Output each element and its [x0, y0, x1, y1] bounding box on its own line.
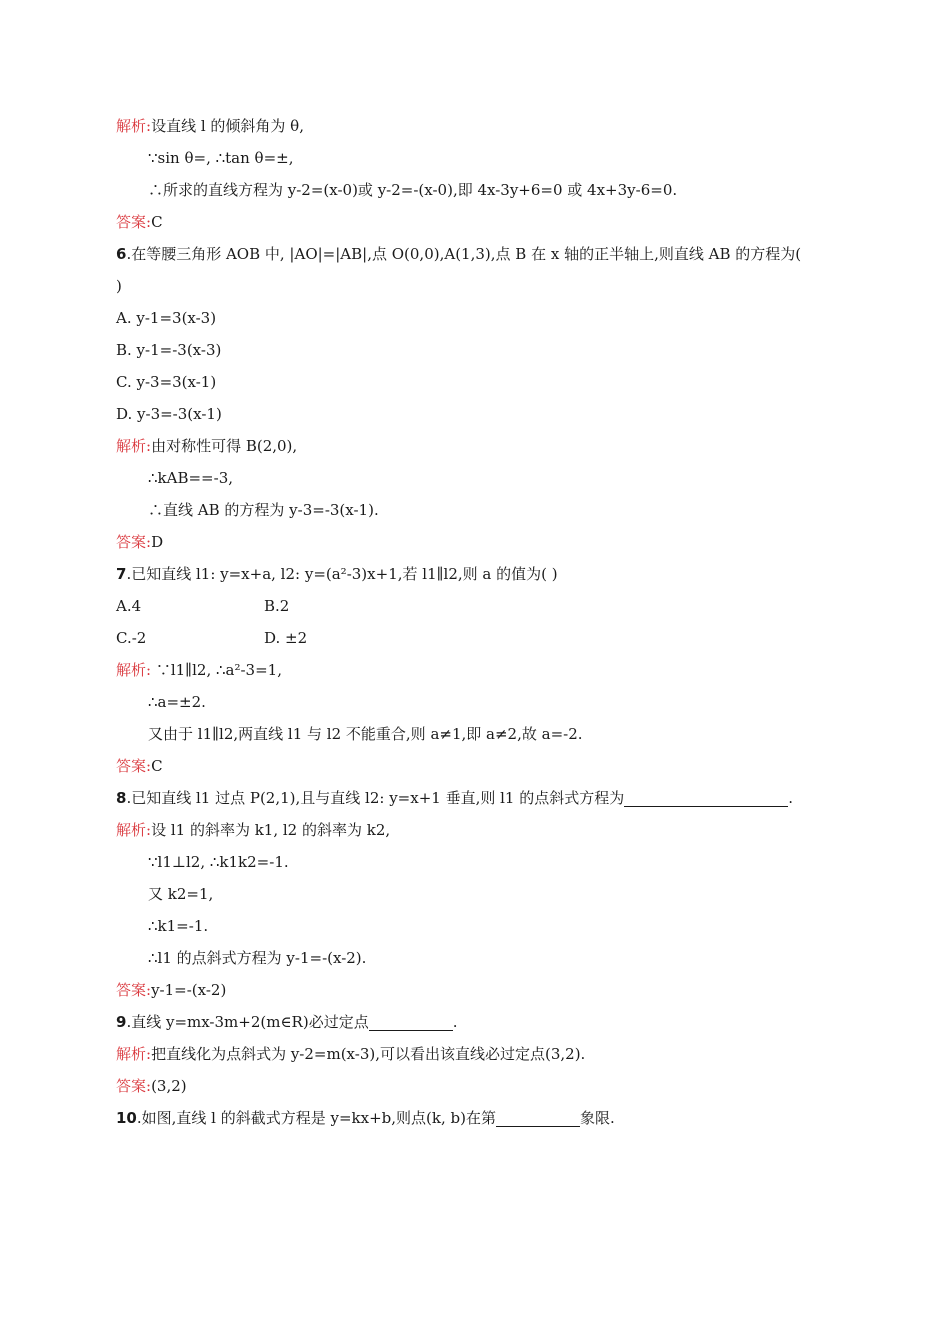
analysis-line — [148, 144, 293, 172]
analysis-label: 解析: — [116, 437, 152, 455]
question-7 — [116, 560, 558, 588]
option-d — [116, 400, 222, 428]
answer-line — [116, 752, 163, 780]
question-text: .已知直线 l1 过点 P(2,1),且与直线 l2: y=x+1 垂直,则 l1 的点斜式方程为 — [126, 789, 625, 807]
answer-value: D — [151, 533, 164, 551]
analysis-line — [116, 112, 304, 140]
answer-blank[interactable] — [496, 1108, 580, 1127]
text: ∴kAB==-3, — [148, 469, 234, 487]
answer-value: C — [151, 757, 163, 775]
analysis-label: 解析: — [116, 661, 152, 679]
text: C. y-3=3(x-1) — [116, 373, 217, 391]
text: ∴k1=-1. — [148, 917, 209, 935]
question-number: 10 — [116, 1109, 137, 1127]
text: ∴所求的直线方程为 y-2=(x-0)或 y-2=-(x-0),即 4x-3y+6=0 或 4x+3y-6=0. — [148, 181, 678, 199]
answer-label: 答案: — [116, 213, 152, 231]
answer-label: 答案: — [116, 757, 152, 775]
option-c: C.-2 — [116, 629, 147, 647]
question-number: 7 — [116, 565, 127, 583]
text: ∵l1∥l2, ∴a²-3=1, — [151, 661, 282, 679]
analysis-line — [116, 432, 297, 460]
answer-line — [116, 208, 163, 236]
answer-blank[interactable] — [369, 1012, 453, 1031]
analysis-line — [148, 496, 379, 524]
answer-line — [116, 528, 163, 556]
text: . — [452, 1013, 458, 1031]
analysis-line — [116, 816, 390, 844]
analysis-line — [148, 848, 289, 876]
analysis-label: 解析: — [116, 117, 152, 135]
text: 又由于 l1∥l2,两直线 l1 与 l2 不能重合,则 a≠1,即 a≠2,故 a=-2. — [148, 725, 583, 743]
analysis-line — [148, 688, 206, 716]
text: ∵l1⊥l2, ∴k1k2=-1. — [148, 853, 289, 871]
option-b — [116, 336, 221, 364]
analysis-line — [148, 176, 677, 204]
answer-label: 答案: — [116, 1077, 152, 1095]
answer-line — [116, 1072, 187, 1100]
answer-value: (3,2) — [151, 1077, 187, 1095]
question-number: 8 — [116, 789, 127, 807]
question-number: 9 — [116, 1013, 127, 1031]
analysis-label: 解析: — [116, 1045, 152, 1063]
text: 设 l1 的斜率为 k1, l2 的斜率为 k2, — [151, 821, 391, 839]
options-row — [116, 592, 416, 620]
analysis-line — [116, 656, 282, 684]
answer-value: y-1=-(x-2) — [151, 981, 227, 999]
analysis-line — [148, 720, 583, 748]
question-text: .如图,直线 l 的斜截式方程是 y=kx+b,则点(k, b)在第 — [136, 1109, 496, 1127]
question-10 — [116, 1104, 615, 1132]
text: D. y-3=-3(x-1) — [116, 405, 222, 423]
text: ∴a=±2. — [148, 693, 206, 711]
question-number: 6 — [116, 245, 127, 263]
analysis-line — [148, 880, 213, 908]
options-row — [116, 624, 416, 652]
analysis-line — [148, 944, 366, 972]
analysis-label: 解析: — [116, 821, 152, 839]
option-a: A.4 — [116, 597, 142, 615]
answer-blank[interactable] — [624, 788, 788, 807]
text: 设直线 l 的倾斜角为 θ, — [151, 117, 304, 135]
answer-value: C — [151, 213, 163, 231]
text: A. y-1=3(x-3) — [116, 309, 217, 327]
question-9 — [116, 1008, 458, 1036]
option-a — [116, 304, 216, 332]
question-text: .在等腰三角形 AOB 中, |AO|=|AB|,点 O(0,0),A(1,3),点 B 在 x 轴的正半轴上,则直线 AB 的方程为( — [126, 245, 802, 263]
text: . — [788, 789, 794, 807]
option-b: B.2 — [264, 597, 290, 615]
analysis-line — [148, 464, 233, 492]
analysis-line — [116, 1040, 585, 1068]
text: ∴直线 AB 的方程为 y-3=-3(x-1). — [148, 501, 379, 519]
text: ) — [116, 277, 122, 295]
text: 又 k2=1, — [148, 885, 214, 903]
text: ∵sin θ=, ∴tan θ=±, — [148, 149, 294, 167]
option-d: D. ±2 — [264, 629, 308, 647]
text: ∴l1 的点斜式方程为 y-1=-(x-2). — [148, 949, 367, 967]
option-c — [116, 368, 216, 396]
question-6 — [116, 240, 801, 268]
question-text-cont — [116, 272, 122, 300]
analysis-line — [148, 912, 208, 940]
question-text: .直线 y=mx-3m+2(m∈R)必过定点 — [126, 1013, 369, 1031]
text: 由对称性可得 B(2,0), — [151, 437, 298, 455]
question-8 — [116, 784, 793, 812]
answer-label: 答案: — [116, 981, 152, 999]
text: 把直线化为点斜式为 y-2=m(x-3),可以看出该直线必过定点(3,2). — [151, 1045, 586, 1063]
question-text: .已知直线 l1: y=x+a, l2: y=(a²-3)x+1,若 l1∥l2,则 a 的值为( ) — [126, 565, 558, 583]
text: 象限. — [579, 1109, 615, 1127]
text: B. y-1=-3(x-3) — [116, 341, 222, 359]
answer-label: 答案: — [116, 533, 152, 551]
answer-line — [116, 976, 226, 1004]
